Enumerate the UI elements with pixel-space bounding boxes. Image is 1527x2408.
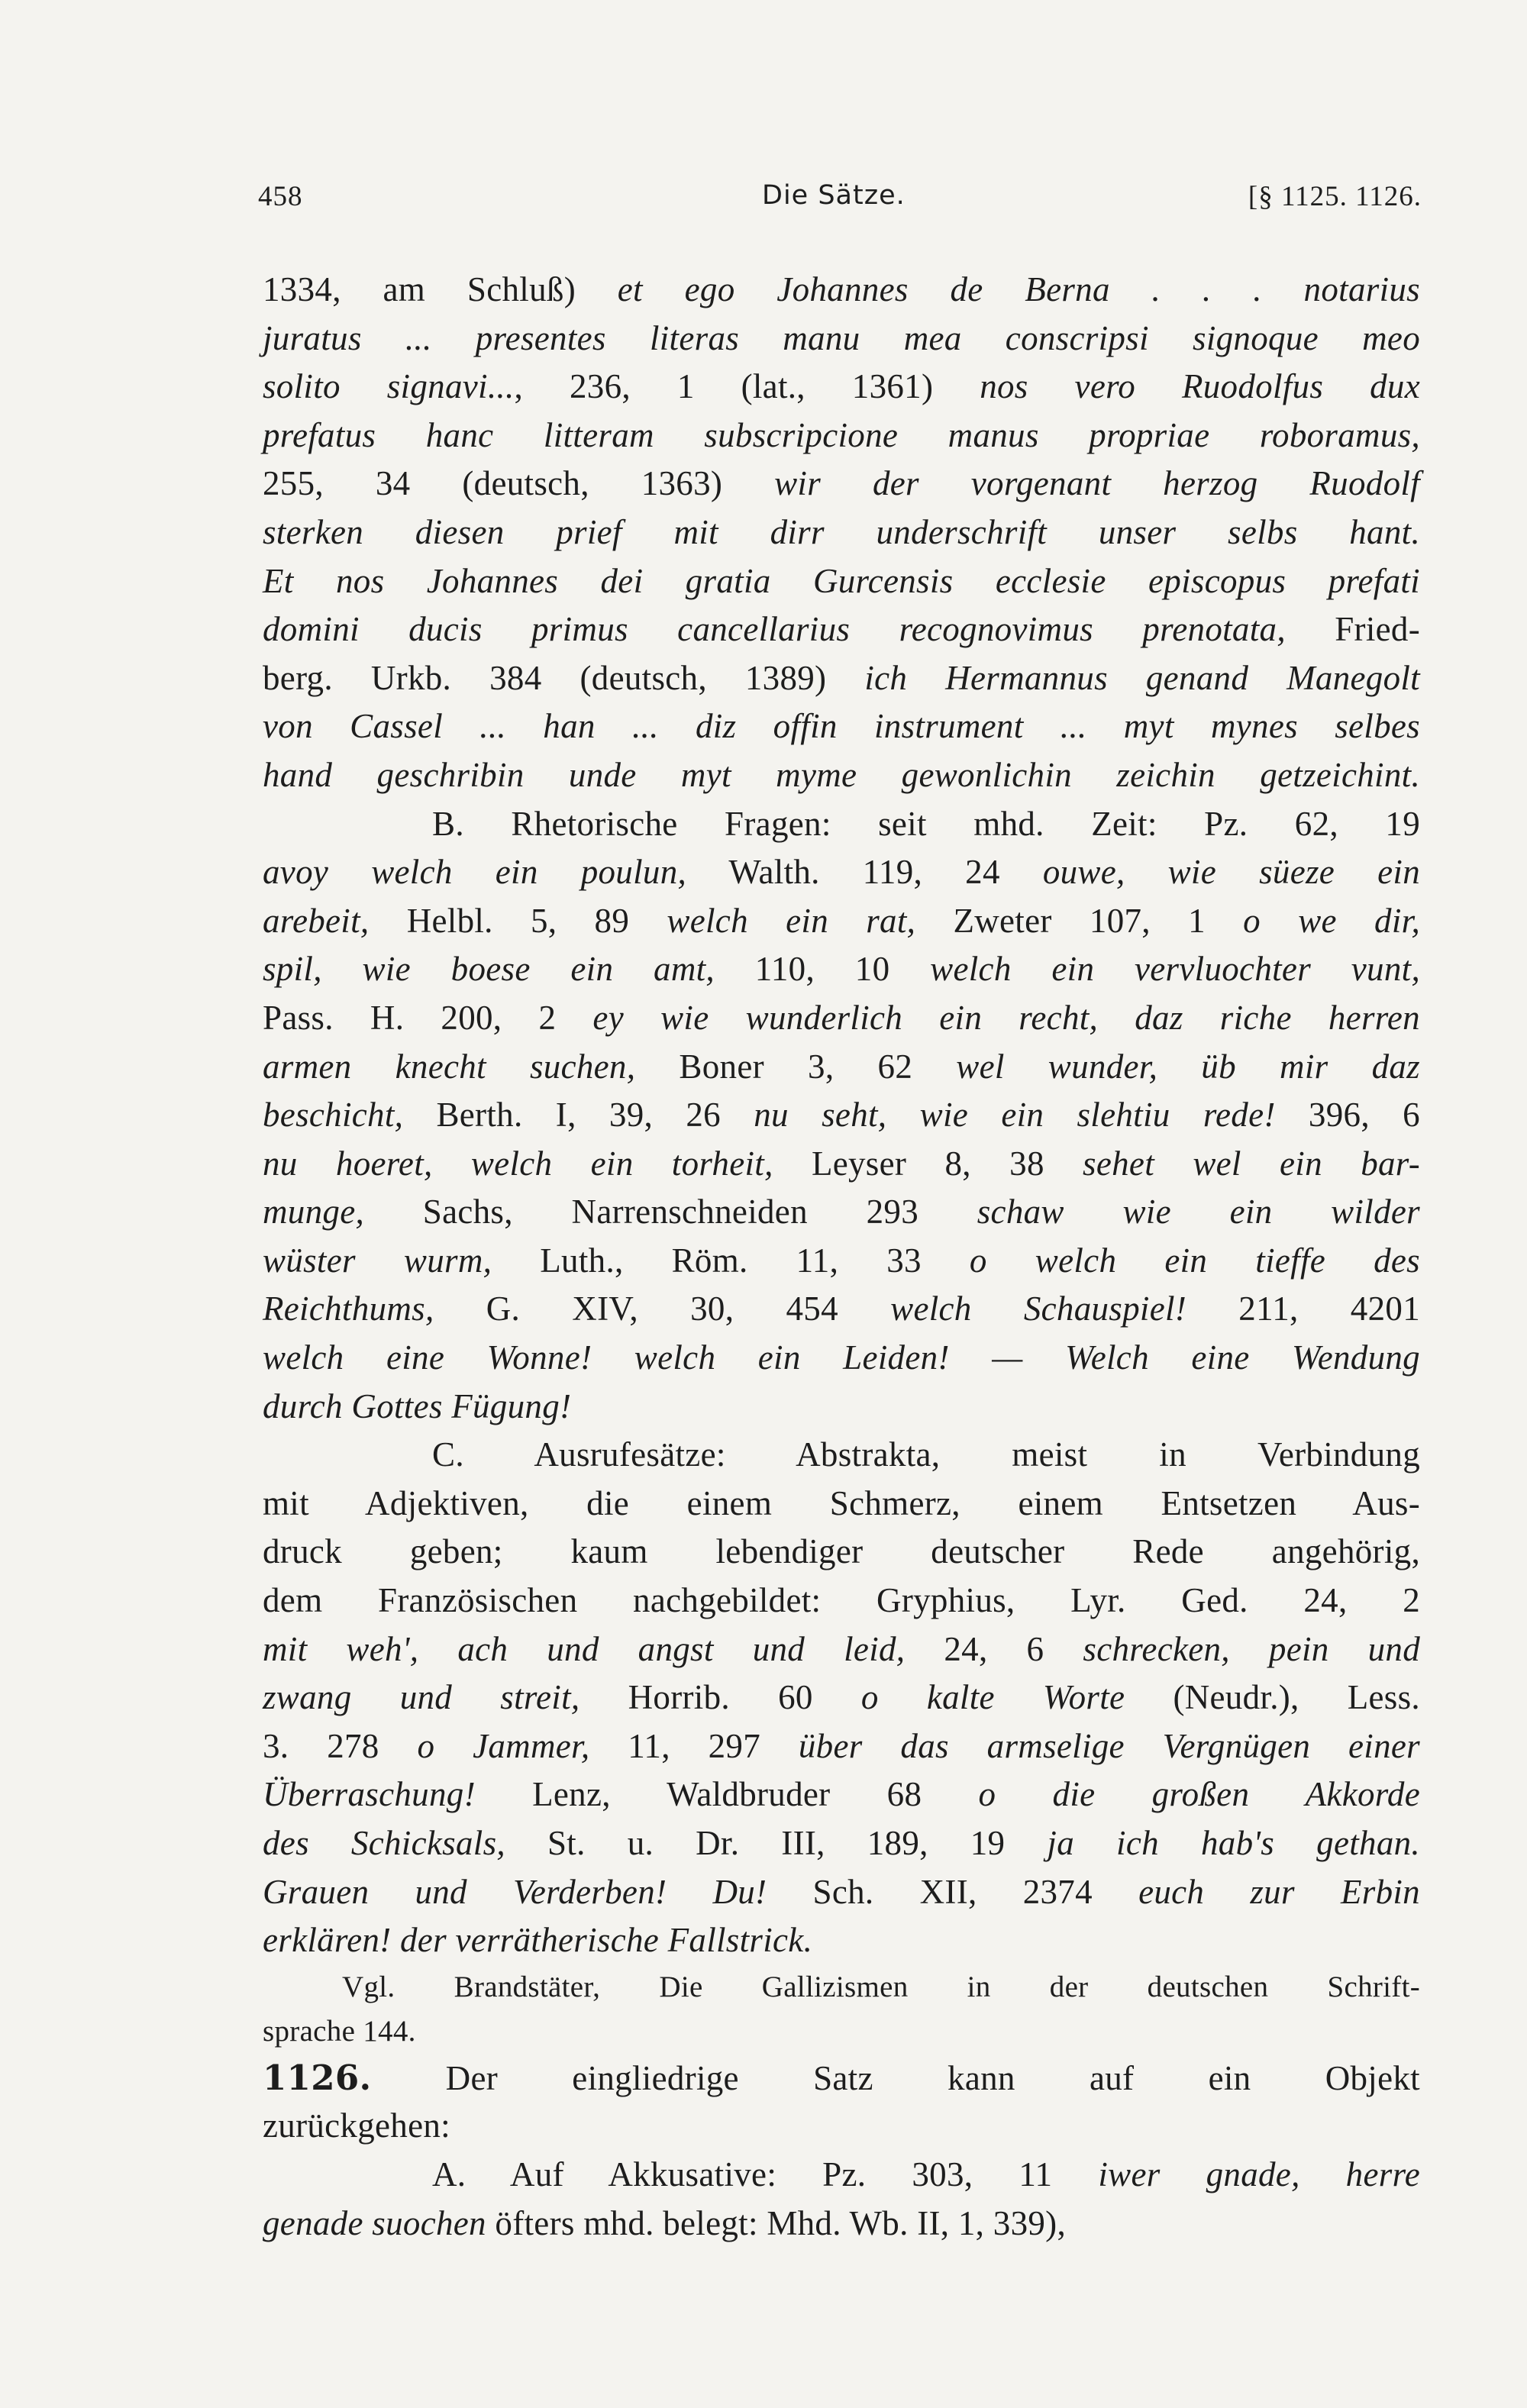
italic-text: spil, wie boese ein amt, — [263, 950, 715, 989]
text-span: Vgl. Brandstäter, Die Gallizismen in der deutschen Schrift- — [342, 1970, 1420, 2003]
italic-text: o Jammer, — [417, 1726, 590, 1765]
text-line — [263, 1770, 1420, 1819]
text-line — [263, 1674, 1420, 1722]
text-span: mit Adjektiven, die einem Schmerz, einem Entsetzen Aus- — [263, 1483, 1420, 1522]
text-span: Helbl. 5, 89 — [369, 901, 667, 940]
text-span: Zweter 107, 1 — [915, 901, 1244, 940]
text-line — [263, 1334, 1420, 1383]
text-line — [263, 266, 1420, 315]
text-span: Leyser 8, 38 — [773, 1144, 1083, 1183]
italic-text: ich Hermannus genand Manegolt — [864, 658, 1420, 697]
text-span: , 236, 1 (lat., 1361) — [514, 367, 980, 406]
text-line — [263, 1383, 1420, 1432]
italic-text: nu seht, wie ein slehtiu rede! — [754, 1096, 1276, 1135]
italic-text: über das armselige Vergnügen einer — [798, 1726, 1420, 1765]
text-line — [263, 800, 1420, 849]
text-line — [263, 1237, 1420, 1286]
italic-text: welch Schauspiel! — [890, 1290, 1187, 1328]
italic-text: des Schicksals, — [263, 1824, 505, 1862]
italic-text: hand geschribin unde myt myme gewonlichin zeichin getzeichint. — [263, 755, 1420, 794]
text-line — [263, 315, 1420, 363]
text-span: Boner 3, 62 — [635, 1047, 957, 1086]
text-line — [263, 945, 1420, 994]
italic-text: wüster wurm, — [263, 1241, 492, 1280]
italic-text: welch eine Wonne! welch ein Leiden! — Welch eine Wendung — [263, 1338, 1420, 1377]
italic-text: o kalte Worte — [860, 1678, 1125, 1717]
italic-text: iwer gnade, herre — [1098, 2155, 1420, 2193]
text-line — [263, 412, 1420, 460]
text-span: dem Französischen nachgebildet: Gryphius, Lyr. Ged. 24, 2 — [263, 1581, 1420, 1620]
text-span: 255, 34 (deutsch, 1363) — [263, 464, 775, 503]
text-line — [263, 1480, 1420, 1528]
italic-text: o welch ein tieffe des — [969, 1241, 1420, 1280]
italic-text: wir der vorgenant herzog Ruodolf — [774, 464, 1420, 503]
italic-text: euch zur Erbin — [1138, 1872, 1420, 1911]
italic-text: prefatus hanc litteram subscripcione manus propriae roboramus, — [263, 415, 1420, 454]
page-header — [258, 180, 1422, 226]
text-line — [263, 1091, 1420, 1140]
text-line — [263, 1577, 1420, 1625]
italic-text: schrecken, pein und — [1083, 1629, 1420, 1668]
italic-text: welch ein rat, — [667, 901, 916, 940]
italic-text: von Cassel ... han ... diz offin instrument ... myt mynes selbes — [263, 707, 1420, 746]
text-span: A. Auf Akkusative: Pz. 303, 11 — [432, 2155, 1099, 2193]
text-line — [263, 1431, 1420, 1480]
italic-text: ouwe, wie süeze ein — [1042, 853, 1420, 892]
text-span: St. u. Dr. III, 189, 19 — [505, 1824, 1048, 1862]
italic-text: munge, — [263, 1193, 365, 1231]
text-line — [263, 1625, 1420, 1674]
italic-text: schaw wie ein wilder — [977, 1193, 1420, 1231]
text-span: Luth., Röm. 11, 33 — [492, 1241, 970, 1280]
text-span: 211, 4201 — [1186, 1290, 1420, 1328]
text-span: G. XIV, 30, 454 — [434, 1290, 891, 1328]
text-span: (Neudr.), Less. — [1125, 1678, 1420, 1717]
italic-text: ey wie wunderlich ein recht, daz riche herren — [592, 998, 1420, 1037]
italic-text: genade suochen — [263, 2203, 486, 2242]
text-line — [263, 1285, 1420, 1334]
text-line — [263, 1043, 1420, 1092]
italic-text: beschicht, — [263, 1096, 404, 1135]
text-span: Horrib. 60 — [579, 1678, 861, 1717]
italic-text: et ego Johannes de Berna . . . notarius — [617, 270, 1420, 308]
text-line — [263, 1819, 1420, 1868]
text-span: 3. 278 — [263, 1726, 418, 1765]
italic-text: nu hoeret, welch ein torheit, — [263, 1144, 773, 1183]
text-line — [263, 702, 1420, 751]
running-title: Die Sätze. — [762, 180, 906, 211]
italic-text: domini ducis primus cancellarius recognovimus prenotata, — [263, 610, 1286, 649]
italic-text: zwang und streit, — [263, 1678, 580, 1717]
text-span: Lenz, Waldbruder 68 — [475, 1775, 979, 1814]
text-line — [263, 897, 1420, 946]
text-span: zurückgehen: — [263, 2106, 450, 2145]
italic-text: Reichthums, — [263, 1290, 434, 1328]
italic-text: solito signavi... — [263, 367, 515, 406]
italic-text: ja ich hab's gethan. — [1047, 1824, 1420, 1862]
italic-text: juratus ... presentes literas manu mea conscripsi signoque meo — [263, 318, 1420, 357]
italic-text: sterken diesen prief mit dirr underschrift unser selbs hant. — [263, 512, 1420, 551]
text-line — [263, 2200, 1420, 2248]
text-span: Sachs, Narrenschneiden 293 — [364, 1193, 977, 1231]
text-line — [263, 1140, 1420, 1189]
text-line — [263, 2009, 1420, 2054]
italic-text: nos vero Ruodolfus dux — [980, 367, 1420, 406]
text-span: 24, 6 — [905, 1629, 1083, 1668]
section-reference: [§ 1125. 1126. — [1248, 181, 1422, 212]
italic-text: erklären! der verrätherische Fallstrick. — [263, 1921, 813, 1960]
text-span: Fried- — [1285, 610, 1421, 649]
italic-text: wel wunder, üb mir daz — [956, 1047, 1420, 1086]
text-span: Pass. H. 200, 2 — [263, 998, 593, 1037]
text-line — [263, 994, 1420, 1043]
text-span: B. Rhetorische Fragen: seit mhd. Zeit: Pz. 62, 19 — [432, 804, 1420, 843]
text-line — [263, 1965, 1420, 2009]
text-line — [263, 848, 1420, 897]
text-line — [263, 460, 1420, 508]
text-span: Walth. 119, 24 — [686, 853, 1043, 892]
text-span: druck geben; kaum lebendiger deutscher Rede angehörig, — [263, 1532, 1420, 1571]
italic-text: o we dir, — [1243, 901, 1421, 940]
text-span: öfters mhd. belegt: Mhd. Wb. II, 1, 339), — [486, 2203, 1067, 2242]
text-span: Sch. XII, 2374 — [767, 1872, 1139, 1911]
text-line — [263, 1868, 1420, 1917]
section-number: 1126. — [263, 2057, 372, 2098]
text-span: berg. Urkb. 384 (deutsch, 1389) — [263, 658, 865, 697]
text-line — [263, 363, 1420, 412]
text-line — [263, 1722, 1420, 1771]
text-line — [263, 557, 1420, 606]
italic-text: avoy welch ein poulun, — [263, 853, 687, 892]
text-span: 396, 6 — [1275, 1096, 1420, 1135]
text-line — [263, 508, 1420, 557]
text-line — [263, 2151, 1420, 2200]
text-line — [263, 654, 1420, 703]
text-span: 110, 10 — [714, 950, 931, 989]
italic-text: Et nos Johannes dei gratia Gurcensis ecclesie episcopus prefati — [263, 561, 1420, 600]
text-span: Der eingliedrige Satz kann auf ein Objekt — [371, 2058, 1420, 2097]
text-span: C. Ausrufesätze: Abstrakta, meist in Verbindung — [432, 1435, 1420, 1474]
text-line — [263, 2054, 1420, 2103]
italic-text: sehet wel ein bar- — [1083, 1144, 1420, 1183]
italic-text: welch ein vervluochter vunt, — [930, 950, 1420, 989]
text-body — [263, 266, 1420, 2248]
text-span: sprache 144. — [263, 2014, 416, 2048]
text-span: Berth. I, 39, 26 — [403, 1096, 754, 1135]
italic-text: armen knecht suchen, — [263, 1047, 636, 1086]
italic-text: o die großen Akkorde — [978, 1775, 1420, 1814]
text-span: 11, 297 — [589, 1726, 799, 1765]
text-line — [263, 1528, 1420, 1577]
italic-text: Grauen und Verderben! Du! — [263, 1872, 767, 1911]
text-line — [263, 1188, 1420, 1237]
italic-text: mit weh', ach und angst und leid, — [263, 1629, 906, 1668]
text-line — [263, 1916, 1420, 1965]
text-line — [263, 605, 1420, 654]
text-line — [263, 751, 1420, 800]
page-number: 458 — [258, 181, 303, 212]
text-line — [263, 2102, 1420, 2151]
italic-text: Überraschung! — [263, 1775, 476, 1814]
italic-text: arebeit, — [263, 901, 370, 940]
italic-text: durch Gottes Fügung! — [263, 1386, 572, 1425]
text-span: 1334, am Schluß) — [263, 270, 618, 308]
